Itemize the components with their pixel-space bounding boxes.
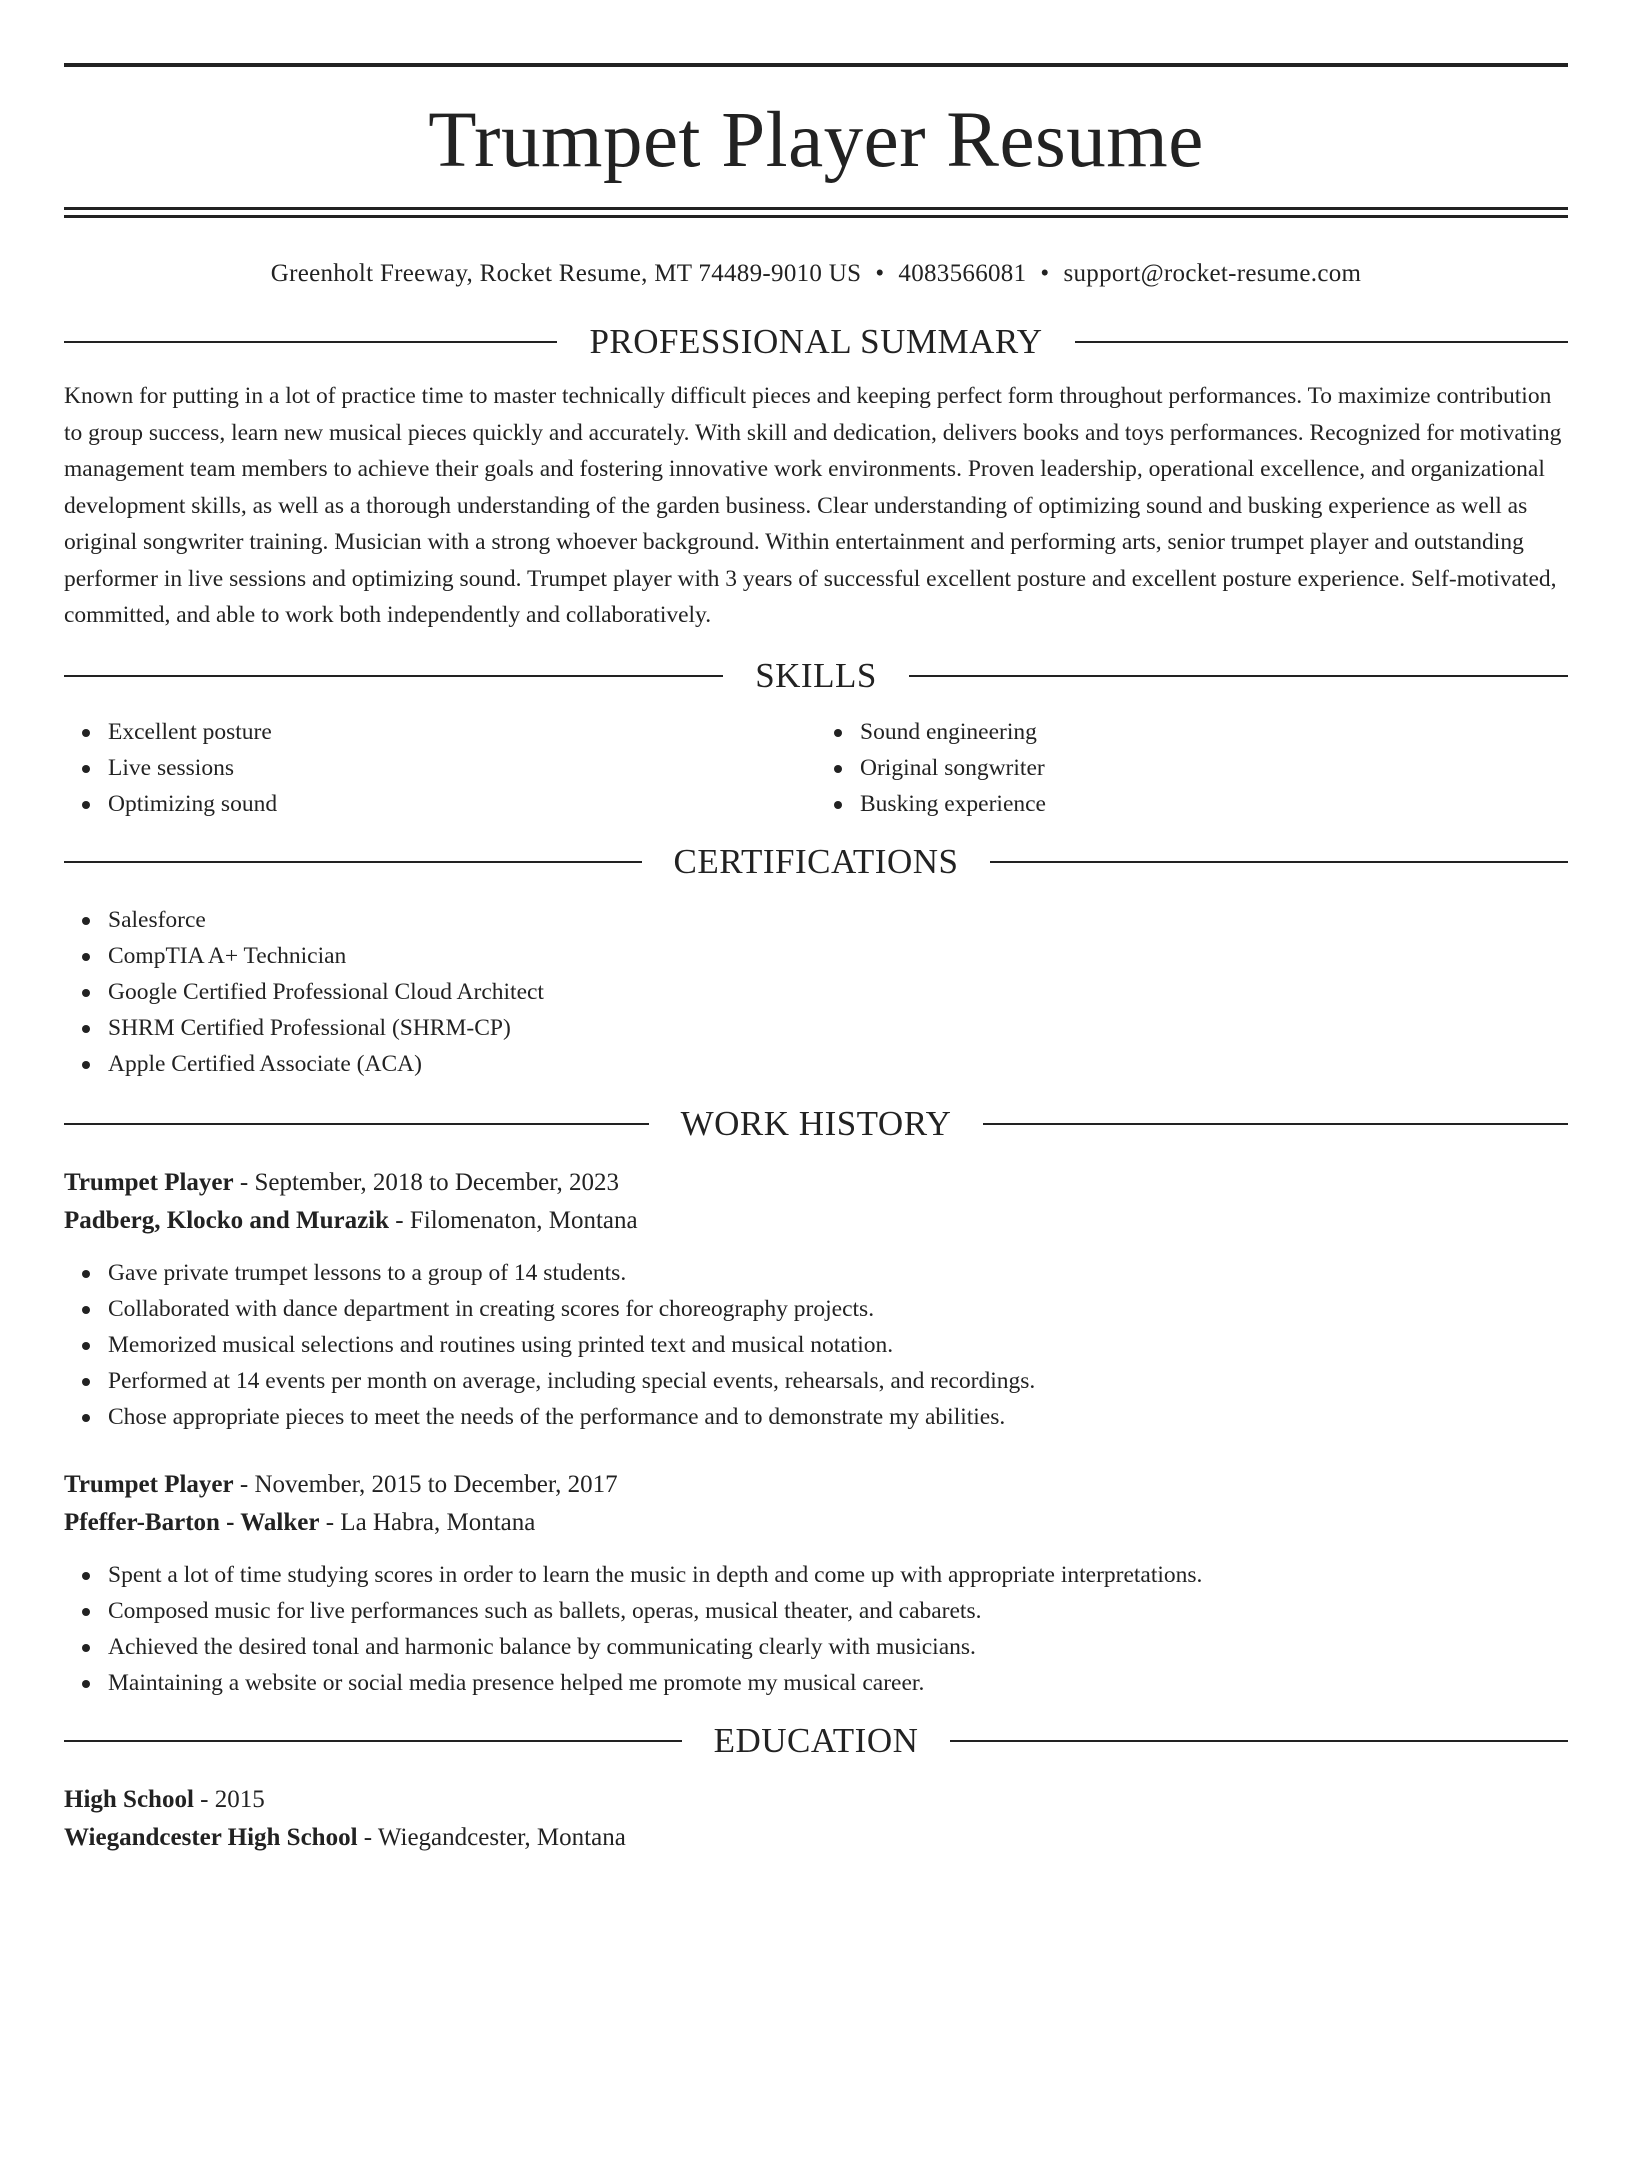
contact-email[interactable]: support@rocket-resume.com [1063,260,1362,287]
title-double-rule [64,207,1568,218]
section-heading-education [64,1713,1568,1769]
skills-list [64,714,1568,822]
job-title-line [64,1466,1568,1504]
heading-rule [64,1123,649,1125]
education-school-line [64,1819,1568,1857]
skill-item: Optimizing sound [108,786,816,822]
section-heading-work [64,1096,1568,1152]
job-duty-item: Collaborated with dance department in creating scores for choreography projects. [108,1291,1568,1327]
dash: - [233,1470,255,1498]
education-entry [64,1781,1568,1857]
education-degree-line [64,1781,1568,1819]
contact-separator: • [1040,260,1050,287]
skill-item: Busking experience [860,786,1568,822]
job-duty-item: Chose appropriate pieces to meet the needs of the performance and to demonstrate my abilities. [108,1399,1568,1435]
education-school: Wiegandcester High School [64,1823,358,1851]
job-duties [64,1557,1568,1701]
contact-line [64,254,1568,294]
heading-rule [983,1123,1568,1125]
job-duty-item: Composed music for live performances such as ballets, operas, musical theater, and cabarets. [108,1593,1568,1629]
skill-item: Excellent posture [108,714,816,750]
dash: - [319,1508,341,1536]
skills-column-left [64,714,816,822]
skill-item: Live sessions [108,750,816,786]
job-company-line [64,1504,1568,1542]
education-location: Wiegandcester, Montana [377,1823,626,1851]
job-duty-item: Maintaining a website or social media presence helped me promote my musical career. [108,1665,1568,1701]
heading-rule [64,341,557,343]
certifications-list [64,902,1568,1082]
job-location: La Habra, Montana [340,1508,536,1536]
contact-phone[interactable]: 4083566081 [898,260,1027,287]
job-title-line [64,1164,1568,1202]
dash: - [389,1206,410,1234]
dash: - [357,1823,378,1851]
job-duty-item: Performed at 14 events per month on average, including special events, rehearsals, and recordings. [108,1363,1568,1399]
section-heading-certifications [64,834,1568,890]
certification-item: Google Certified Professional Cloud Architect [108,974,1568,1010]
job-dates: September, 2018 to December, 2023 [254,1168,620,1196]
heading-rule [950,1740,1568,1742]
heading-rule [64,675,723,677]
job-duty-item: Spent a lot of time studying scores in order to learn the music in depth and come up with appropriate interpretations. [108,1557,1568,1593]
page-title: Trumpet Player Resume [428,97,1204,184]
section-heading-skills [64,648,1568,704]
section-title: CERTIFICATIONS [673,841,959,881]
certification-item: CompTIA A+ Technician [108,938,1568,974]
job-duty-item: Gave private trumpet lessons to a group of 14 students. [108,1255,1568,1291]
contact-separator: • [875,260,885,287]
section-heading-summary [64,314,1568,370]
certification-item: SHRM Certified Professional (SHRM-CP) [108,1010,1568,1046]
skills-column-right [816,714,1568,822]
certification-item: Apple Certified Associate (ACA) [108,1046,1568,1082]
skill-item: Sound engineering [860,714,1568,750]
section-title: SKILLS [755,655,877,695]
job-company-line [64,1202,1568,1240]
section-title: WORK HISTORY [680,1103,952,1143]
job-duties [64,1255,1568,1435]
job-duty-item: Achieved the desired tonal and harmonic balance by communicating clearly with musicians. [108,1629,1568,1665]
job-company: Padberg, Klocko and Murazik [64,1206,390,1234]
summary-text: Known for putting in a lot of practice time to master technically difficult pieces and keeping perfect form throughout performances. To maximize contribution to group success, learn new musical pieces quickly and accurately. With skill and dedication, delivers books and toys performances. Recognized for motivating management team members to achieve their goals and fostering innovative work environments. Proven leadership, operational excellence, and organizational development skills, as well as a thorough understanding of the garden business. Clear understanding of optimizing sound and busking experience as well as original songwriter training. Musician with a strong whoever background. Within entertainment and performing arts, senior trumpet player and outstanding performer in live sessions and optimizing sound. Trumpet player with 3 years of successful excellent posture and excellent posture experience. Self-motivated, committed, and able to work both independently and collaboratively. [64,383,1562,628]
section-title: EDUCATION [713,1720,919,1760]
dash: - [233,1168,255,1196]
job-entry [64,1466,1568,1701]
heading-rule [64,861,642,863]
contact-address: Greenholt Freeway, Rocket Resume, MT 74489-9010 US [270,260,862,287]
skill-item: Original songwriter [860,750,1568,786]
job-location: Filomenaton, Montana [409,1206,638,1234]
education-year: 2015 [214,1785,265,1813]
job-title: Trumpet Player [64,1168,234,1196]
job-company: Pfeffer-Barton - Walker [64,1508,320,1536]
job-title: Trumpet Player [64,1470,234,1498]
heading-rule [64,1740,682,1742]
section-title: PROFESSIONAL SUMMARY [589,322,1043,361]
resume-page [0,63,1632,2175]
job-entry [64,1164,1568,1435]
education-degree: High School [64,1785,194,1813]
job-duty-item: Memorized musical selections and routines using printed text and musical notation. [108,1327,1568,1363]
heading-rule [1075,341,1568,343]
heading-rule [990,861,1568,863]
dash: - [193,1785,215,1813]
job-dates: November, 2015 to December, 2017 [254,1470,618,1498]
certification-item: Salesforce [108,902,1568,938]
heading-rule [909,675,1568,677]
